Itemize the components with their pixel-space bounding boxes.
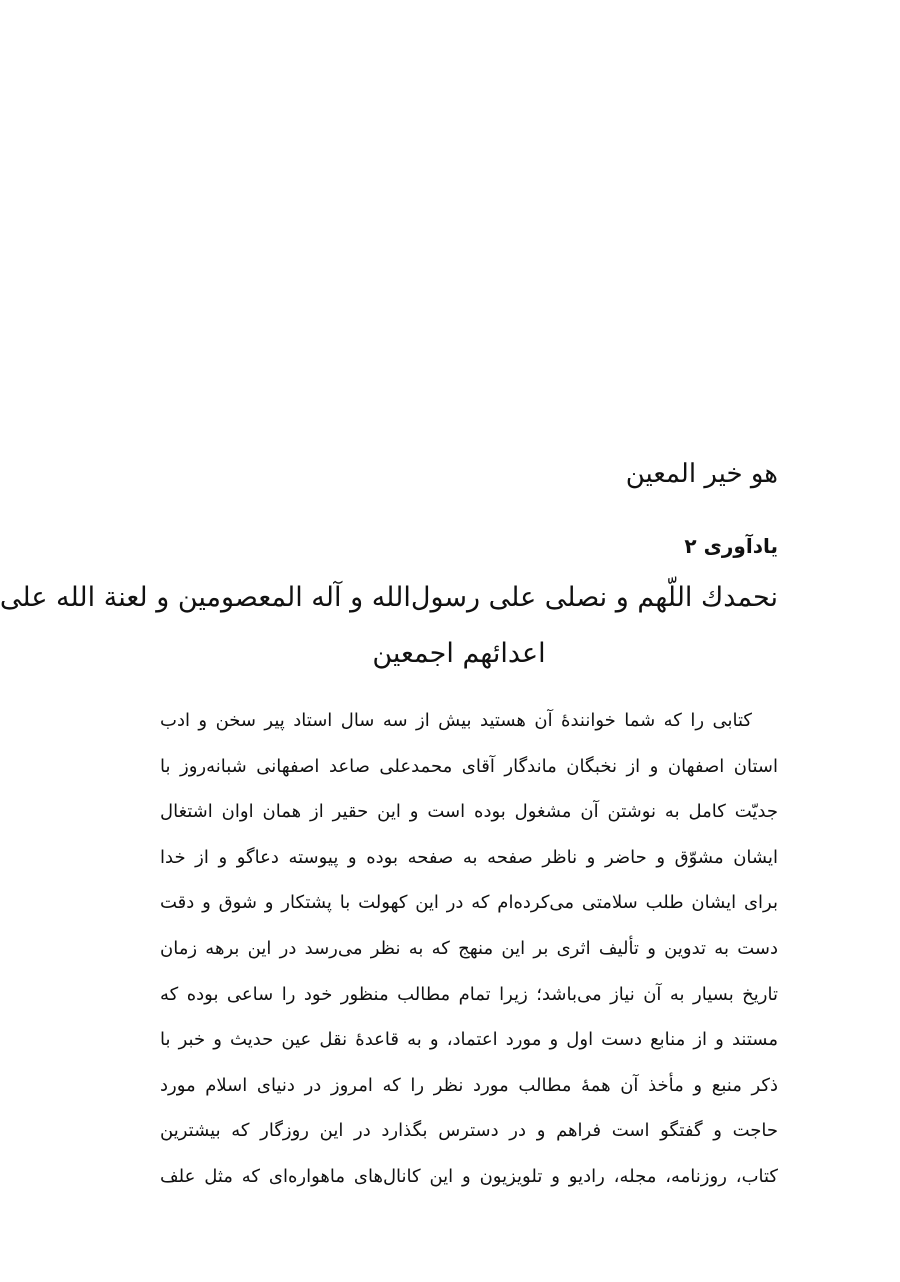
- paragraph-line: ذکر منبع و مأخذ آن همهٔ مطالب مورد نظر را که امروز در دنیای اسلام مورد: [160, 1074, 778, 1096]
- paragraph-line: حاجت و گفتگو است فراهم و در دسترس بگذارد در این روزگار که بیشترین: [160, 1120, 778, 1142]
- paragraph-line: دست به تدوین و تألیف اثری بر این منهج که به نظر می‌رسد در این برهه زمان: [160, 937, 778, 959]
- paragraph-line: برای ایشان طلب سلامتی می‌کرده‌ام که در این کهولت با پشتکار و شوق و دقت: [160, 892, 778, 914]
- section-heading: یادآوری ۲: [684, 534, 778, 558]
- paragraph-line: جدیّت کامل به نوشتن آن مشغول بوده است و این حقیر از همان اوان اشتغال: [160, 801, 778, 823]
- paragraph-line: کتابی را که شما خوانندهٔ آن هستید بیش از سه سال استاد پیر سخن و ادب: [160, 710, 752, 731]
- paragraph-line: مستند و از منابع دست اول و مورد اعتماد، و به قاعدهٔ نقل عین حدیث و خبر با: [160, 1029, 778, 1051]
- invocation: [0, 570, 778, 682]
- paragraph-line: استان اصفهان و از نخبگان ماندگار آقای محمدعلی صاعد اصفهانی شبانه‌روز با: [160, 755, 778, 777]
- invocation-line: نحمدك اللّهم و نصلی علی رسول‌الله و آله المعصومین و لعنة الله علی: [0, 582, 778, 613]
- opening-phrase: هو خیر المعین: [625, 459, 778, 489]
- paragraph-line: تاریخ بسیار به آن نیاز می‌باشد؛ زیرا تمام مطالب منظور خود را ساعی بوده که: [160, 983, 778, 1005]
- paragraph-line: ایشان مشوّق و حاضر و ناظر صفحه به صفحه بوده و پیوسته دعاگو و از خدا: [160, 846, 778, 868]
- body-paragraph: [160, 698, 778, 1200]
- invocation-line: اعدائهم اجمعین: [372, 638, 546, 669]
- paragraph-line: کتاب، روزنامه، مجله، رادیو و تلویزیون و این کانال‌های ماهواره‌ای که مثل علف: [160, 1165, 778, 1187]
